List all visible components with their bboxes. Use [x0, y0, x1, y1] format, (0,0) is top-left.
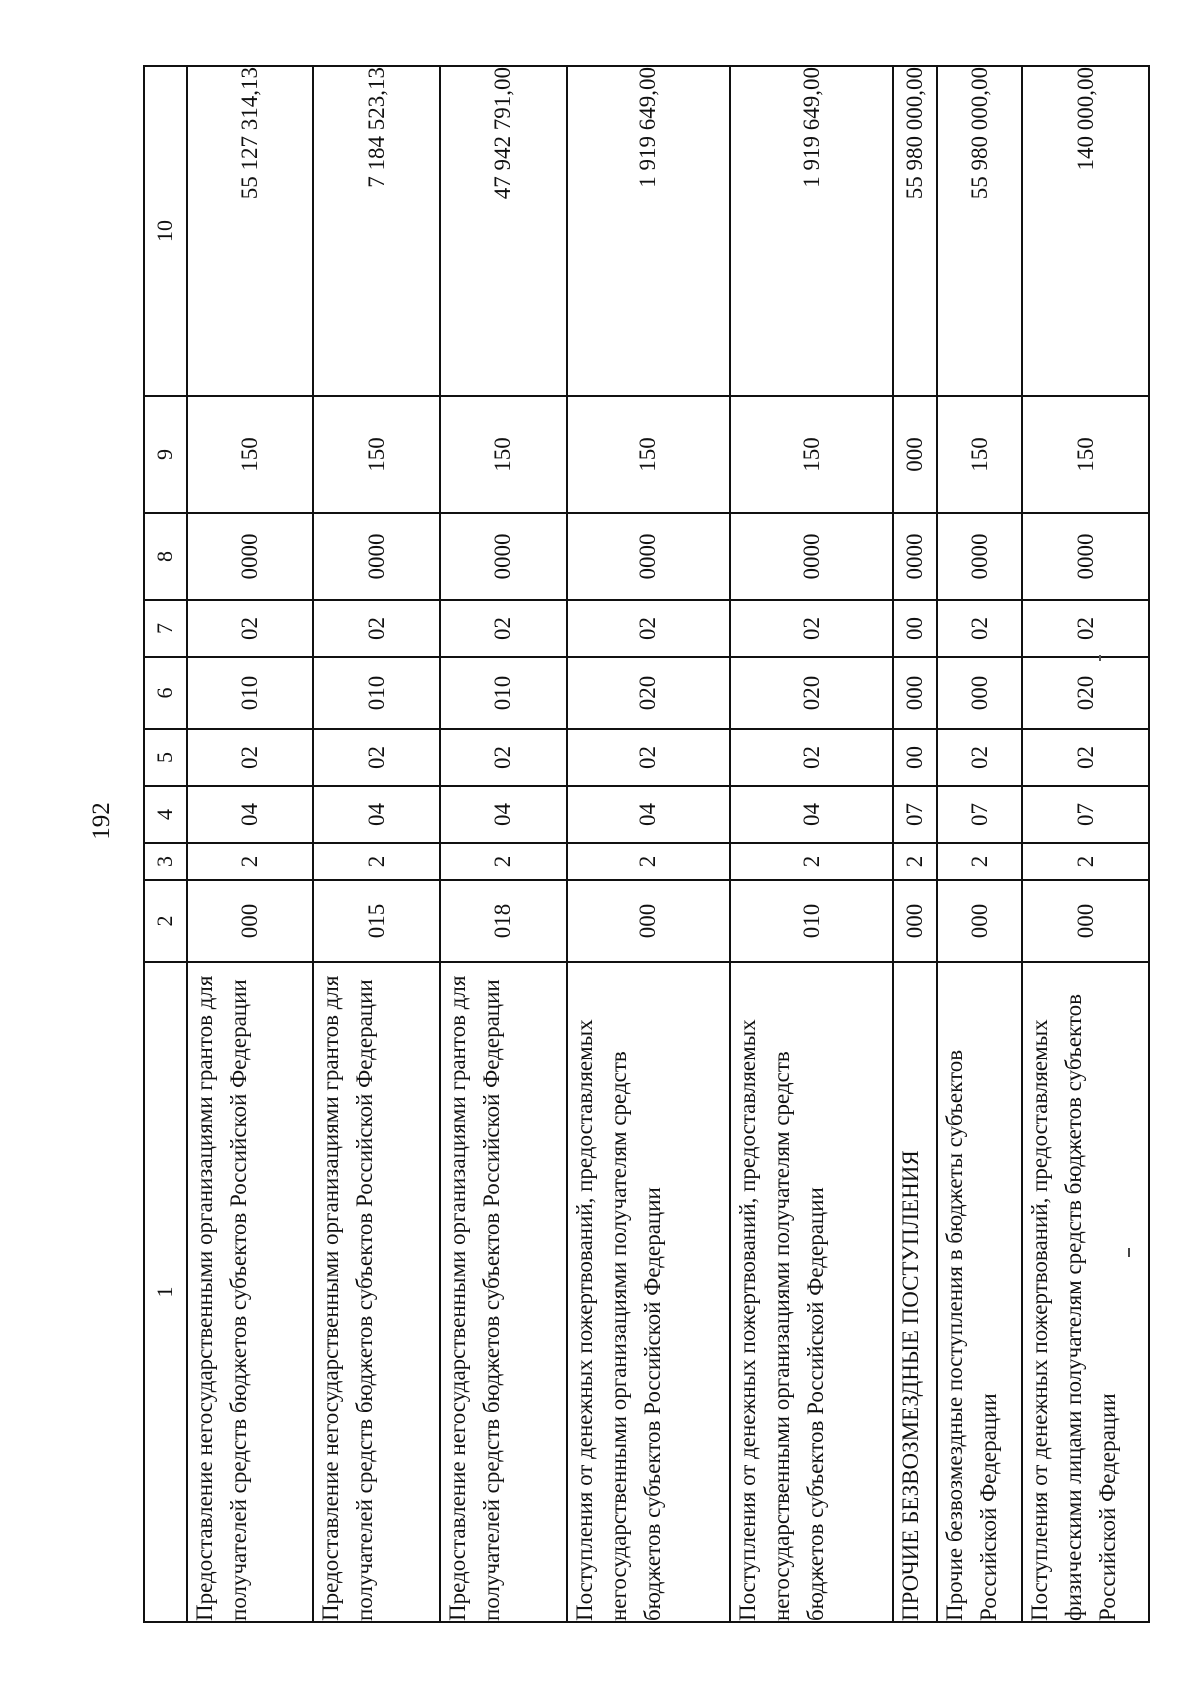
row-code-element: 02: [1022, 600, 1149, 657]
row-code-admin: 010: [730, 880, 893, 962]
column-number-9: 9: [144, 396, 187, 513]
row-code-element: 02: [937, 600, 1022, 657]
row-code-program: 0000: [187, 513, 314, 600]
row-code-economic: 150: [937, 396, 1022, 513]
row-code-subgroup: 07: [937, 786, 1022, 843]
row-code-subarticle: 010: [440, 657, 567, 729]
row-code-element: 00: [893, 600, 937, 657]
row-code-subarticle: 020: [730, 657, 893, 729]
row-code-group: 2: [313, 843, 440, 880]
row-code-economic: 150: [567, 396, 730, 513]
row-code-subarticle: 020: [567, 657, 730, 729]
row-amount: 1 919 649,00: [730, 66, 893, 396]
row-amount: 55 127 314,13: [187, 66, 314, 396]
row-code-economic: 150: [313, 396, 440, 513]
table-row: [1022, 66, 1149, 1622]
row-code-group: 2: [893, 843, 937, 880]
row-amount: 47 942 791,00: [440, 66, 567, 396]
column-number-7: 7: [144, 600, 187, 657]
row-name: Поступления от денежных пожертвований, предоставляемых негосударственными организациями получателям средств бюджетов субъектов Российской Федерации: [730, 962, 893, 1622]
row-code-element: 02: [730, 600, 893, 657]
row-code-subgroup: 04: [730, 786, 893, 843]
row-code-element: 02: [567, 600, 730, 657]
row-code-economic: 150: [187, 396, 314, 513]
row-code-article: 02: [187, 729, 314, 786]
row-code-economic: 000: [893, 396, 937, 513]
row-amount: 55 980 000,00: [937, 66, 1022, 396]
row-code-subarticle: 010: [313, 657, 440, 729]
row-code-element: 02: [187, 600, 314, 657]
row-code-subgroup: 04: [313, 786, 440, 843]
row-code-admin: 000: [1022, 880, 1149, 962]
row-code-subarticle: 000: [937, 657, 1022, 729]
row-code-economic: 150: [440, 396, 567, 513]
row-code-economic: 150: [730, 396, 893, 513]
table-row: [187, 66, 314, 1622]
row-code-group: 2: [937, 843, 1022, 880]
page-number: 192: [88, 802, 115, 840]
row-code-admin: 018: [440, 880, 567, 962]
column-number-5: 5: [144, 729, 187, 786]
row-code-economic: 150: [1022, 396, 1149, 513]
row-amount: 55 980 000,00: [893, 66, 937, 396]
row-code-group: 2: [440, 843, 567, 880]
row-code-program: 0000: [313, 513, 440, 600]
row-code-program: 0000: [567, 513, 730, 600]
table-row: [730, 66, 893, 1622]
row-code-subgroup: 07: [893, 786, 937, 843]
row-code-subarticle: 010: [187, 657, 314, 729]
row-code-article: 02: [730, 729, 893, 786]
row-code-admin: 000: [893, 880, 937, 962]
row-code-article: 02: [1022, 729, 1149, 786]
row-code-group: 2: [1022, 843, 1149, 880]
row-code-element: 02: [440, 600, 567, 657]
table-wrapper: [143, 67, 1150, 1623]
row-amount: 140 000,00: [1022, 66, 1149, 396]
table-header-row: [144, 66, 187, 1622]
row-code-program: 0000: [440, 513, 567, 600]
row-name: ПРОЧИЕ БЕЗВОЗМЕЗДНЫЕ ПОСТУПЛЕНИЯ: [893, 962, 937, 1622]
table-row: [937, 66, 1022, 1622]
row-code-article: 02: [937, 729, 1022, 786]
row-code-group: 2: [730, 843, 893, 880]
row-code-admin: 015: [313, 880, 440, 962]
budget-revenue-table: [143, 65, 1150, 1623]
row-name: Предоставление негосударственными организациями грантов для получателей средств бюджетов субъектов Российской Федерации: [313, 962, 440, 1622]
table-row: [313, 66, 440, 1622]
row-code-group: 2: [187, 843, 314, 880]
column-number-2: 2: [144, 880, 187, 962]
row-amount: 7 184 523,13: [313, 66, 440, 396]
row-code-article: 02: [313, 729, 440, 786]
row-code-subarticle: 020: [1022, 657, 1149, 729]
row-code-program: 0000: [937, 513, 1022, 600]
row-code-article: 02: [440, 729, 567, 786]
table-row: [567, 66, 730, 1622]
row-name: Поступления от денежных пожертвований, предоставляемых негосударственными организациями получателям средств бюджетов субъектов Российской Федерации: [567, 962, 730, 1622]
column-number-3: 3: [144, 843, 187, 880]
row-code-subgroup: 04: [567, 786, 730, 843]
row-code-subarticle: 000: [893, 657, 937, 729]
row-code-admin: 000: [937, 880, 1022, 962]
row-code-subgroup: 07: [1022, 786, 1149, 843]
row-code-article: 00: [893, 729, 937, 786]
scan-artifact: [1099, 655, 1101, 661]
row-name: Прочие безвозмездные поступления в бюджеты субъектов Российской Федерации: [937, 962, 1022, 1622]
row-amount: 1 919 649,00: [567, 66, 730, 396]
row-code-program: 0000: [893, 513, 937, 600]
row-name: Поступления от денежных пожертвований, предоставляемых физическими лицами получателям средств бюджетов субъектов Российской Федерации: [1022, 962, 1149, 1622]
column-number-6: 6: [144, 657, 187, 729]
row-code-article: 02: [567, 729, 730, 786]
column-number-8: 8: [144, 513, 187, 600]
row-code-group: 2: [567, 843, 730, 880]
column-number-1: 1: [144, 962, 187, 1622]
row-code-program: 0000: [730, 513, 893, 600]
row-code-admin: 000: [567, 880, 730, 962]
row-code-subgroup: 04: [187, 786, 314, 843]
column-number-10: 10: [144, 66, 187, 396]
row-name: Предоставление негосударственными организациями грантов для получателей средств бюджетов субъектов Российской Федерации: [187, 962, 314, 1622]
row-code-admin: 000: [187, 880, 314, 962]
table-row: [440, 66, 567, 1622]
table-row: [893, 66, 937, 1622]
row-code-element: 02: [313, 600, 440, 657]
column-number-4: 4: [144, 786, 187, 843]
scan-artifact: [1128, 1248, 1130, 1257]
row-name: Предоставление негосударственными организациями грантов для получателей средств бюджетов субъектов Российской Федерации: [440, 962, 567, 1622]
row-code-program: 0000: [1022, 513, 1149, 600]
row-code-subgroup: 04: [440, 786, 567, 843]
